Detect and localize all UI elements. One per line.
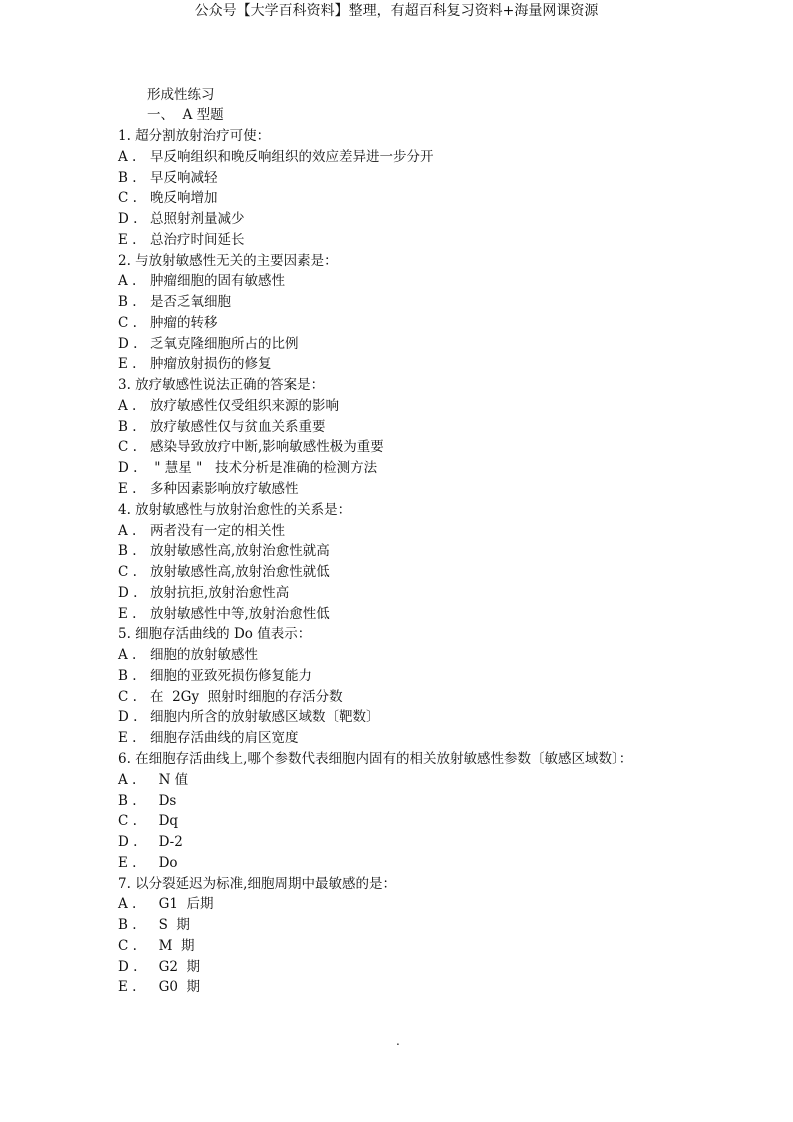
page-header-banner: 公众号【大学百科资料】整理，有超百科复习资料+海量网课资源	[194, 3, 599, 19]
option-text: 感染导致放疗中断,影响敏感性极为重要	[150, 439, 384, 456]
answer-option	[118, 354, 758, 375]
answer-option	[118, 604, 758, 625]
answer-option	[118, 832, 758, 853]
answer-option	[118, 562, 758, 583]
option-text: Do	[150, 854, 178, 871]
option-text: 放疗敏感性仅与贫血关系重要	[150, 418, 326, 435]
option-text: 细胞存活曲线的肩区宽度	[150, 730, 299, 747]
answer-option	[118, 936, 758, 957]
page-footer: .	[396, 1034, 400, 1048]
option-letter: D .	[118, 584, 138, 601]
option-text: 肿瘤放射损伤的修复	[150, 356, 272, 373]
answer-option	[118, 292, 758, 313]
answer-option	[118, 915, 758, 936]
answer-option	[118, 541, 758, 562]
option-text: 细胞内所含的放射敏感区域数〔靶数〕	[150, 709, 380, 726]
option-letter: B .	[118, 294, 137, 311]
answer-option	[118, 188, 758, 209]
answer-option	[118, 271, 758, 292]
option-letter: B .	[118, 418, 137, 435]
option-letter: E .	[118, 356, 137, 373]
option-text: Ds	[150, 792, 177, 809]
answer-option	[118, 811, 758, 832]
option-letter: D .	[118, 958, 138, 975]
answer-option	[118, 458, 758, 479]
option-letter: D .	[118, 460, 138, 477]
option-text: N 值	[150, 771, 189, 788]
answer-option	[118, 707, 758, 728]
option-letter: D .	[118, 211, 138, 228]
option-text: 早反响减轻	[150, 169, 218, 186]
option-letter: C .	[118, 564, 137, 581]
section-heading: 一、 A 型题	[147, 107, 224, 123]
answer-option	[118, 583, 758, 604]
option-letter: A .	[118, 273, 137, 290]
question-stem: 1. 超分割放射治疗可使：	[118, 128, 271, 144]
option-letter: E .	[118, 481, 137, 498]
option-text: 细胞的亚致死损伤修复能力	[150, 667, 312, 684]
question-stem: 6. 在细胞存活曲线上,哪个参数代表细胞内固有的相关放射敏感性参数〔敏感区域数〕：	[118, 750, 633, 767]
question-stem: 5. 细胞存活曲线的 Do 值表示：	[118, 626, 312, 643]
option-text: 放射敏感性高,放射治愈性就高	[150, 543, 330, 560]
answer-option	[118, 417, 758, 438]
answer-option	[118, 977, 758, 998]
option-letter: C .	[118, 190, 137, 207]
option-letter: B .	[118, 792, 137, 809]
option-text: D-2	[150, 834, 183, 851]
option-text: 总照射剂量减少	[150, 211, 245, 228]
option-text: 放射敏感性高,放射治愈性就低	[150, 564, 330, 581]
option-text: 总治疗时间延长	[150, 231, 245, 248]
option-text: G2 期	[150, 958, 201, 975]
question-stem: 7. 以分裂延迟为标准,细胞周期中最敏感的是：	[118, 875, 396, 892]
option-letter: E .	[118, 730, 137, 747]
option-letter: C .	[118, 314, 137, 331]
answer-option	[118, 957, 758, 978]
answer-option	[118, 396, 758, 417]
option-letter: D .	[118, 834, 138, 851]
answer-option	[118, 230, 758, 251]
option-text: " 慧星 " 技术分析是准确的检测方法	[150, 460, 378, 477]
answer-option	[118, 791, 758, 812]
option-letter: E .	[118, 979, 137, 996]
option-letter: E .	[118, 605, 137, 622]
question-stem: 3. 放疗敏感性说法正确的答案是：	[118, 377, 325, 394]
option-text: 肿瘤的转移	[150, 314, 218, 331]
answer-option	[118, 894, 758, 915]
option-letter: C .	[118, 688, 137, 705]
document-title: 形成性练习	[147, 87, 215, 103]
answer-option	[118, 437, 758, 458]
question-stem: 4. 放射敏感性与放射治愈性的关系是：	[118, 501, 352, 518]
option-letter: A .	[118, 397, 137, 414]
option-letter: D .	[118, 335, 138, 352]
answer-option	[118, 666, 758, 687]
answer-option	[118, 853, 758, 874]
option-text: 多种因素影响放疗敏感性	[150, 481, 299, 498]
option-letter: B .	[118, 917, 137, 934]
option-letter: B .	[118, 169, 137, 186]
answer-option	[118, 334, 758, 355]
option-letter: E .	[118, 231, 137, 248]
option-letter: C .	[118, 937, 137, 954]
option-text: 在 2Gy 照射时细胞的存活分数	[150, 688, 343, 705]
answer-option	[118, 313, 758, 334]
answer-option	[118, 770, 758, 791]
option-text: 放疗敏感性仅受组织来源的影响	[150, 397, 339, 414]
option-text: 两者没有一定的相关性	[150, 522, 285, 539]
option-text: 乏氧克隆细胞所占的比例	[150, 335, 299, 352]
option-text: 早反响组织和晚反响组织的效应差异进一步分开	[150, 148, 434, 165]
question-stem: 2. 与放射敏感性无关的主要因素是：	[118, 252, 338, 269]
answer-option	[118, 687, 758, 708]
option-text: G0 期	[150, 979, 201, 996]
option-text: 是否乏氧细胞	[150, 294, 231, 311]
answer-option	[118, 147, 758, 168]
answer-option	[118, 728, 758, 749]
option-letter: D .	[118, 709, 138, 726]
option-letter: C .	[118, 813, 137, 830]
option-text: 放射抗拒,放射治愈性高	[150, 584, 290, 601]
option-letter: B .	[118, 667, 137, 684]
option-text: S 期	[150, 917, 190, 934]
answer-option	[118, 479, 758, 500]
option-letter: A .	[118, 771, 137, 788]
option-text: 放射敏感性中等,放射治愈性低	[150, 605, 330, 622]
answer-option	[118, 209, 758, 230]
answer-option	[118, 645, 758, 666]
option-letter: E .	[118, 854, 137, 871]
answer-option	[118, 521, 758, 542]
question-list	[118, 126, 758, 998]
option-text: M 期	[150, 937, 195, 954]
option-text: 细胞的放射敏感性	[150, 647, 258, 664]
option-letter: A .	[118, 148, 137, 165]
answer-option	[118, 168, 758, 189]
option-letter: A .	[118, 522, 137, 539]
option-text: 肿瘤细胞的固有敏感性	[150, 273, 285, 290]
option-text: 晚反响增加	[150, 190, 218, 207]
option-text: Dq	[150, 813, 179, 830]
option-letter: A .	[118, 896, 137, 913]
option-text: G1 后期	[150, 896, 214, 913]
option-letter: C .	[118, 439, 137, 456]
option-letter: B .	[118, 543, 137, 560]
option-letter: A .	[118, 647, 137, 664]
